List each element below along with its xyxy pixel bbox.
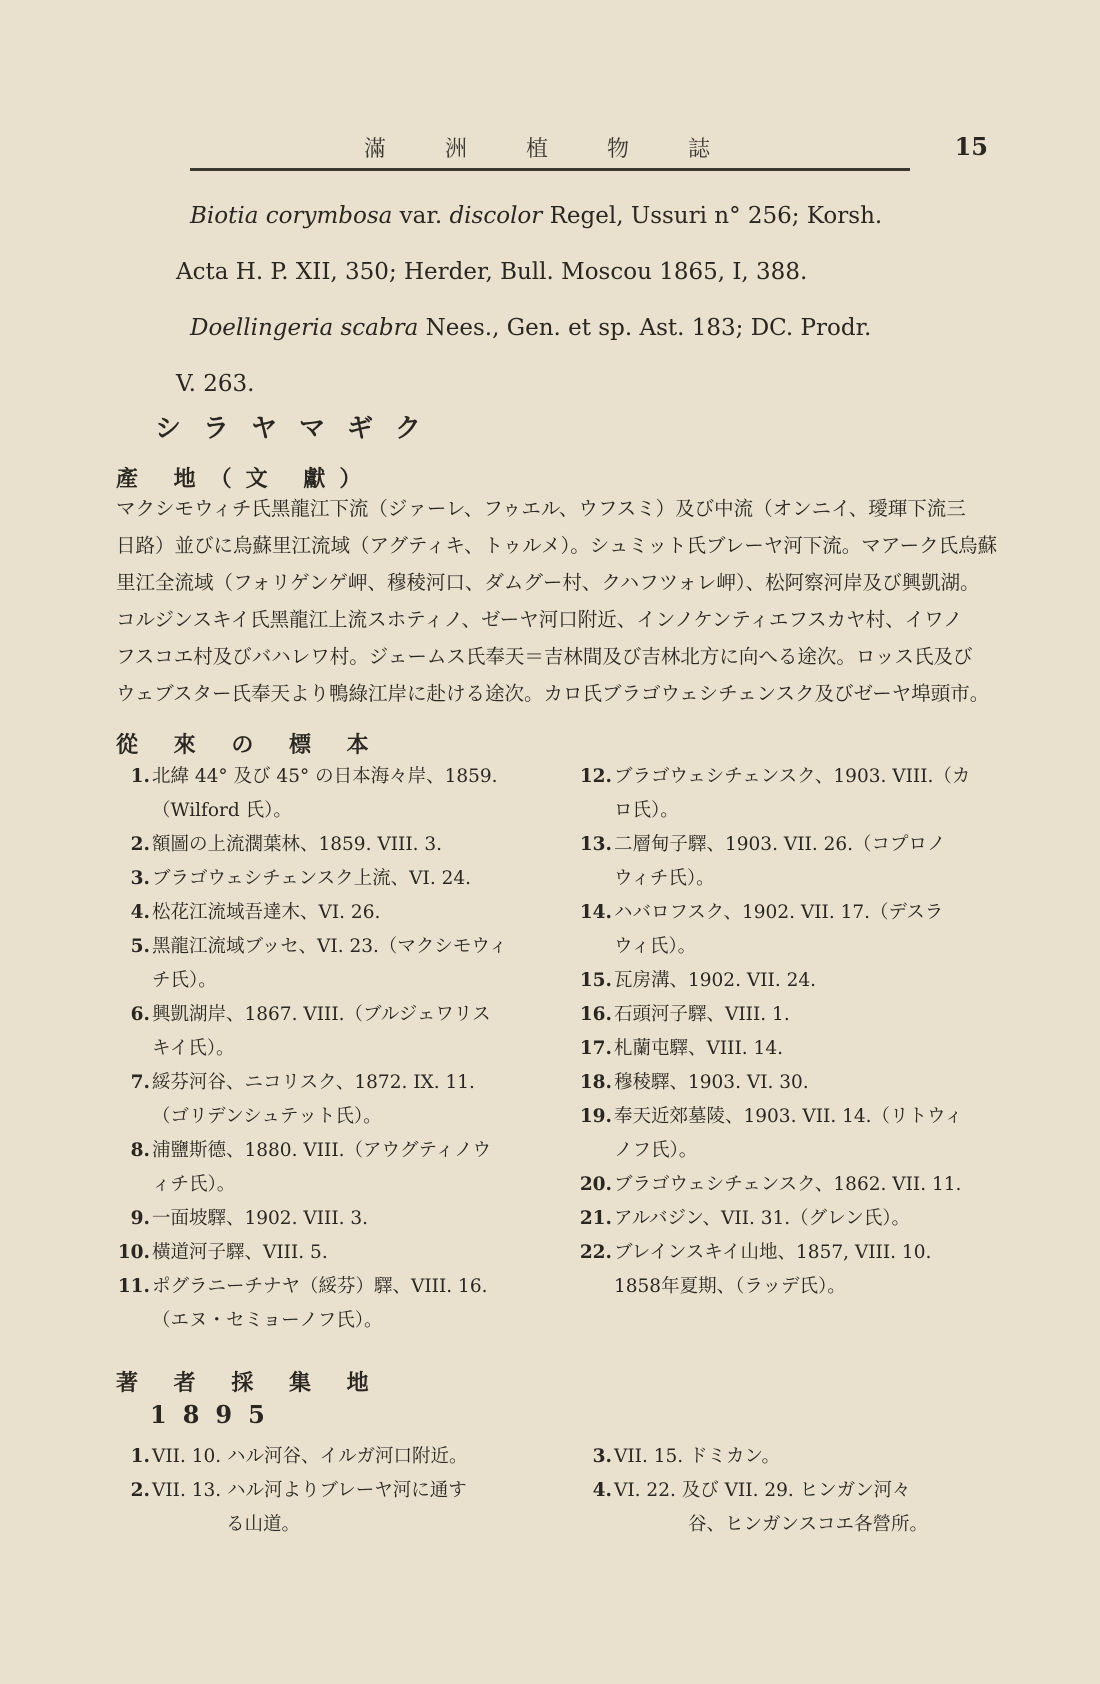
specimen-item [578,1032,1018,1066]
specimen-item [116,1202,546,1236]
section-specimens: 從 來 の 標 本 [116,732,383,758]
specimen-item [578,964,1018,998]
item-number: 8. [130,1140,150,1161]
synonym-1-citation: Regel, Ussuri n° 256; Korsh. [542,203,883,229]
item-number: 3. [592,1446,612,1467]
synonym-1-name: Biotia corymbosa [190,203,393,229]
specimen-item [578,1066,1018,1100]
synonym-1-citation-cont: Acta H. P. XII, 350; Herder, Bull. Moscou 1865, I, 388. [176,259,808,285]
item-text: VII. 15. ドミカン。 [614,1446,781,1467]
item-text: アルバジン、VII. 31.（グレン氏）。 [614,1208,910,1229]
item-number: 6. [130,1004,150,1025]
specimen-item [116,1066,546,1134]
item-text: ハバロフスク、1902. VII. 17.（デスラ ウィ氏）。 [614,902,944,957]
specimen-item [116,1270,546,1338]
distribution-line: ウェブスター氏奉天より鴨綠江岸に赴ける途次。カロ氏ブラゴウェシチェンスク及びゼーヤ埠頭市。 [116,682,990,705]
species-name: シラヤマギク [155,414,444,444]
item-text: 一面坡驛、1902. VIII. 3. [152,1208,369,1229]
synonym-2-citation-cont: V. 263. [176,371,255,397]
distribution-line: 里江全流域（フォリゲンゲ岬、穆稜河口、ダムグー村、クハフツォレ岬）、松阿察河岸及び興凱湖。 [116,571,980,594]
item-number: 11. [117,1276,150,1297]
collection-left-column [116,1440,546,1542]
item-number: 19. [579,1106,612,1127]
distribution-line: フスコエ村及びバハレワ村。ジェームス氏奉天＝吉林間及び吉林北方に向へる途次。ロッス氏及び [116,645,973,668]
specimen-item [116,1134,546,1202]
specimen-item [578,1168,1018,1202]
collection-right-column [578,1440,1018,1542]
item-number: 10. [117,1242,150,1263]
item-text: 奉天近郊墓陵、1903. VII. 14.（リトウィ ノフ氏）。 [614,1106,963,1161]
collection-item [578,1440,1018,1474]
item-number: 17. [579,1038,612,1059]
item-number: 20. [579,1174,612,1195]
collection-item [578,1474,1018,1542]
specimen-item [116,760,546,828]
running-title: 滿 洲 植 物 誌 [364,137,736,162]
synonym-1 [176,188,1016,300]
item-text: 橫道河子驛、VIII. 5. [152,1242,328,1263]
section-collector: 著 者 採 集 地 [116,1370,383,1396]
item-text: 二層甸子驛、1903. VII. 26.（コプロノ ウィチ氏）。 [614,834,946,889]
specimen-item [116,1236,546,1270]
specimen-item [116,896,546,930]
distribution-line: 日路）並びに烏蘇里江流域（アグティキ、トゥルメ）。シュミット氏ブレーヤ河下流。マアーク氏烏蘇 [116,534,998,557]
item-text: 浦鹽斯德、1880. VIII.（アウグティノウ ィチ氏）。 [152,1140,492,1195]
item-number: 4. [130,902,150,923]
item-text: 札蘭屯驛、VIII. 14. [614,1038,783,1059]
synonym-2-name: Doellingeria scabra [190,315,419,341]
synonym-2-citation: Nees., Gen. et sp. Ast. 183; DC. Prodr. [418,315,872,341]
item-number: 16. [579,1004,612,1025]
specimen-item [578,1202,1018,1236]
distribution-line: コルジンスキイ氏黑龍江上流スホティノ、ゼーヤ河口附近、インノケンティエフスカヤ村、イワノ [116,608,963,631]
item-text: 黑龍江流域ブッセ、VI. 23.（マクシモウィ チ氏）。 [152,936,508,991]
item-number: 5. [130,936,150,957]
specimen-item [578,1100,1018,1168]
item-number: 1. [130,1446,150,1467]
specimen-item [116,998,546,1066]
collection-year: 1895 [150,1400,281,1429]
item-text: 北緯 44° 及び 45° の日本海々岸、1859. （Wilford 氏）。 [152,766,498,821]
item-text: ブラゴウェシチェンスク、1903. VIII.（カ ロ氏）。 [614,766,971,821]
specimen-item [578,896,1018,964]
item-number: 3. [130,868,150,889]
item-number: 1. [130,766,150,787]
item-number: 14. [579,902,612,923]
item-text: 瓦房溝、1902. VII. 24. [614,970,817,991]
distribution-text [116,490,1026,712]
item-number: 15. [579,970,612,991]
item-text: ブラゴウェシチェンスク、1862. VII. 11. [614,1174,962,1195]
item-text: ポグラニーチナヤ（綏芬）驛、VIII. 16. （エヌ・セミョーノフ氏）。 [152,1276,488,1331]
item-text: 松花江流域吾達木、VI. 26. [152,902,381,923]
specimen-item [578,828,1018,896]
specimen-item [578,1236,1018,1304]
item-text: 額圖の上流濶葉林、1859. VIII. 3. [152,834,443,855]
item-text: 石頭河子驛、VIII. 1. [614,1004,790,1025]
collection-item [116,1474,546,1542]
item-number: 2. [130,834,150,855]
item-text: ブラゴウェシチェンスク上流、VI. 24. [152,868,472,889]
item-number: 9. [130,1208,150,1229]
specimen-item [578,998,1018,1032]
page-header [190,128,988,168]
item-text: ブレインスキイ山地、1857, VIII. 10. 1858年夏期、（ラッデ氏）。 [614,1242,932,1297]
item-number: 2. [130,1480,150,1501]
item-text: VII. 13. ハル河よりブレーヤ河に通す る山道。 [152,1480,467,1535]
item-number: 21. [579,1208,612,1229]
item-text: VII. 10. ハル河谷、イルガ河口附近。 [152,1446,468,1467]
item-text: 興凱湖岸、1867. VIII.（ブルジェワリス キイ氏）。 [152,1004,491,1059]
specimens-left-column [116,760,546,1338]
specimen-item [116,862,546,896]
item-number: 4. [592,1480,612,1501]
item-number: 22. [579,1242,612,1263]
section-locality: 產 地（文 獻） [116,466,376,492]
specimen-item [578,760,1018,828]
item-text: 綏芬河谷、ニコリスク、1872. IX. 11. （ゴリデンシュテット氏）。 [152,1072,475,1127]
specimens-right-column [578,760,1018,1304]
page-number: 15 [954,132,988,161]
specimen-item [116,828,546,862]
distribution-line: マクシモウィチ氏黑龍江下流（ジァーレ、フゥエル、ウフスミ）及び中流（オンニイ、璦琿下流三 [116,497,966,520]
synonym-2 [176,300,1016,412]
item-number: 7. [130,1072,150,1093]
specimen-item [116,930,546,998]
synonym-1-var: var. [392,203,450,229]
item-text: VI. 22. 及び VII. 29. ヒンガン河々 谷、ヒンガンスコエ各營所。 [614,1480,928,1535]
header-rule [190,168,910,171]
item-number: 18. [579,1072,612,1093]
synonym-1-variety: discolor [449,203,543,229]
item-number: 13. [579,834,612,855]
collection-item [116,1440,546,1474]
item-number: 12. [579,766,612,787]
item-text: 穆稜驛、1903. VI. 30. [614,1072,809,1093]
